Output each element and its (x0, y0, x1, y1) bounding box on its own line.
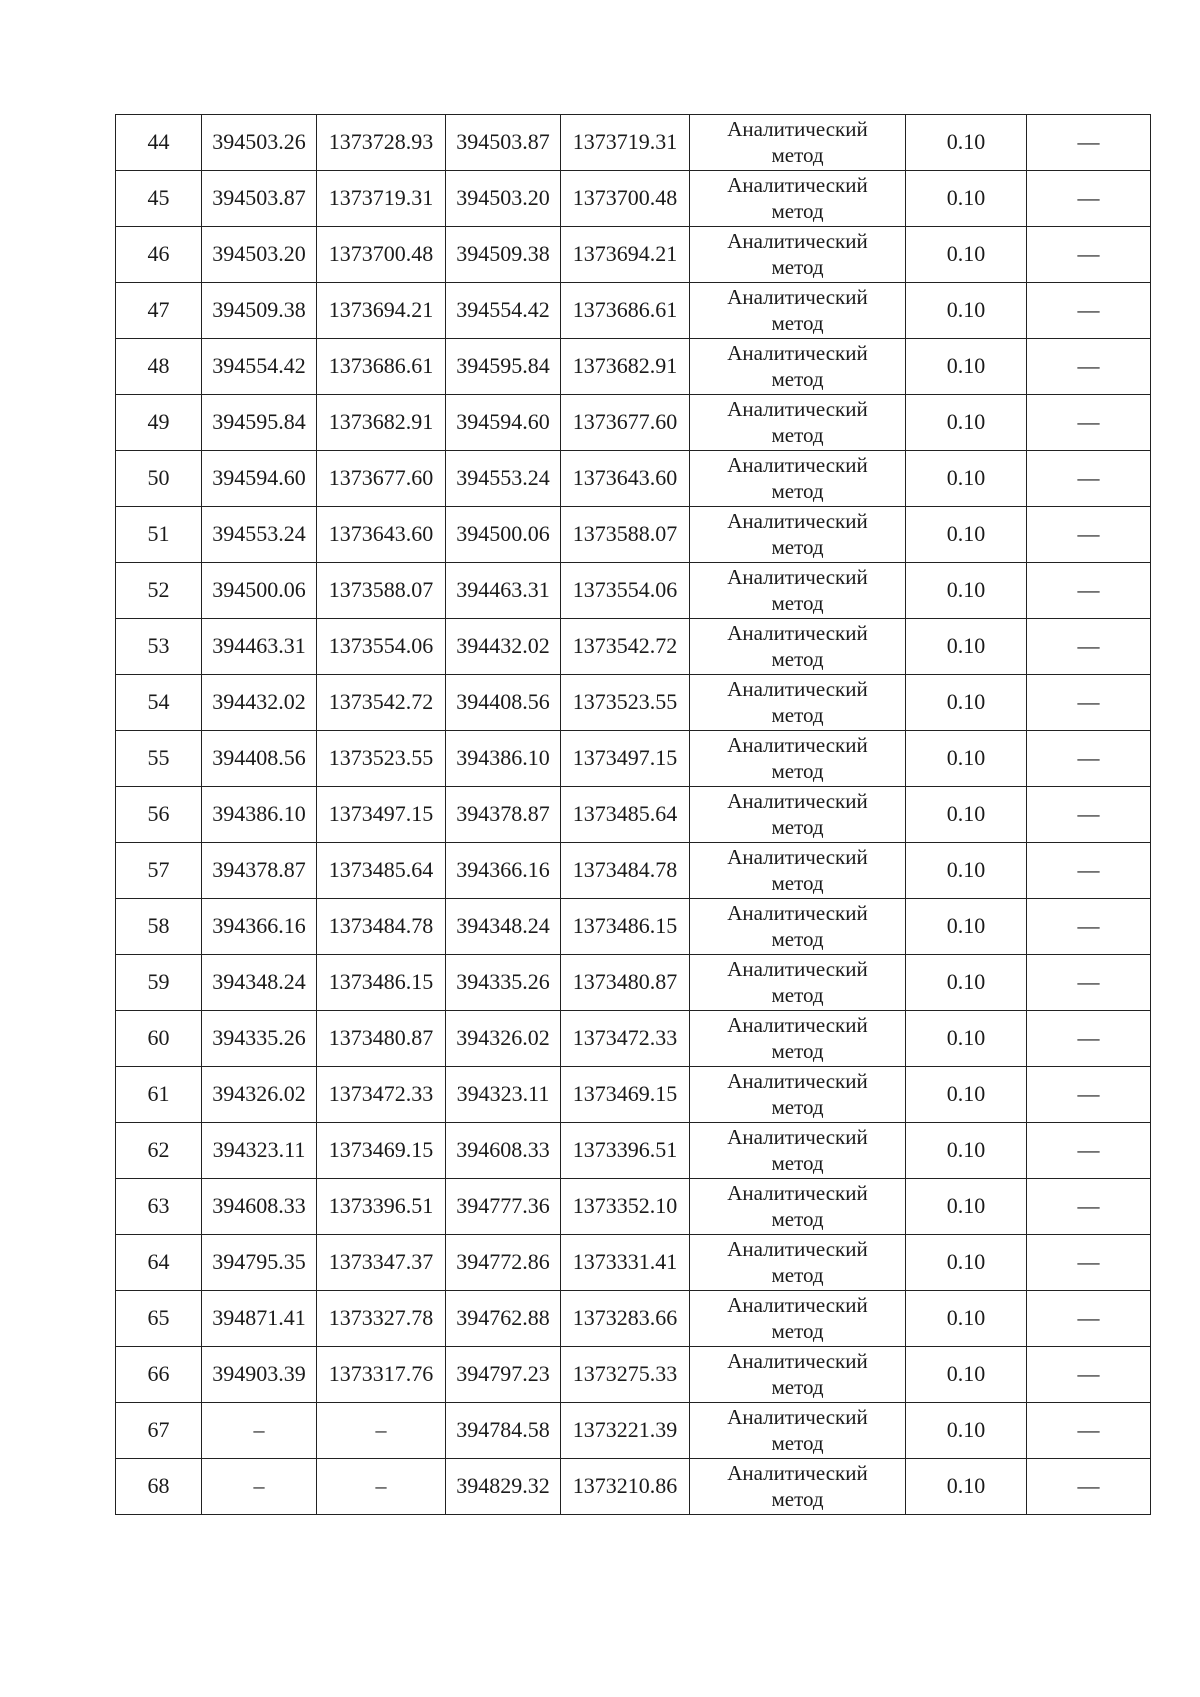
end-x-cell: 394348.24 (446, 899, 561, 955)
end-x-cell: 394386.10 (446, 731, 561, 787)
start-x-cell: 394595.84 (202, 395, 317, 451)
end-y-cell: 1373694.21 (561, 227, 690, 283)
table-row (116, 1235, 1151, 1291)
start-y-cell: 1373677.60 (317, 451, 446, 507)
method-text-line: метод (771, 422, 824, 447)
end-y-cell: 1373221.39 (561, 1403, 690, 1459)
end-y-cell: 1373396.51 (561, 1123, 690, 1179)
method-text-line: Аналитический (727, 1013, 868, 1038)
start-y-cell: 1373588.07 (317, 563, 446, 619)
end-x-cell: 394432.02 (446, 619, 561, 675)
start-x-cell: – (202, 1403, 317, 1459)
start-x-cell: 394323.11 (202, 1123, 317, 1179)
method-text-line: метод (771, 982, 824, 1007)
end-x-cell: 394326.02 (446, 1011, 561, 1067)
method-text-line: Аналитический (727, 733, 868, 758)
end-x-cell: 394323.11 (446, 1067, 561, 1123)
start-x-cell: 394608.33 (202, 1179, 317, 1235)
end-y-cell: 1373484.78 (561, 843, 690, 899)
accuracy-cell: 0.10 (906, 1403, 1027, 1459)
table-row (116, 843, 1151, 899)
note-cell: — (1027, 843, 1151, 899)
point-number-cell: 65 (116, 1291, 202, 1347)
method-text-line: Аналитический (727, 173, 868, 198)
point-number-cell: 48 (116, 339, 202, 395)
method-cell (690, 1067, 906, 1123)
table-row (116, 955, 1151, 1011)
point-number-cell: 50 (116, 451, 202, 507)
end-x-cell: 394366.16 (446, 843, 561, 899)
start-x-cell: 394503.26 (202, 115, 317, 171)
method-text-line: метод (771, 702, 824, 727)
start-y-cell: – (317, 1459, 446, 1515)
note-cell: — (1027, 115, 1151, 171)
end-x-cell: 394797.23 (446, 1347, 561, 1403)
note-cell: — (1027, 1347, 1151, 1403)
table-row (116, 563, 1151, 619)
accuracy-cell: 0.10 (906, 899, 1027, 955)
note-cell: — (1027, 171, 1151, 227)
note-cell: — (1027, 899, 1151, 955)
method-text-line: метод (771, 310, 824, 335)
table-row (116, 675, 1151, 731)
end-x-cell: 394762.88 (446, 1291, 561, 1347)
start-x-cell: 394903.39 (202, 1347, 317, 1403)
method-text-line: метод (771, 758, 824, 783)
end-x-cell: 394594.60 (446, 395, 561, 451)
start-x-cell: 394348.24 (202, 955, 317, 1011)
accuracy-cell: 0.10 (906, 1011, 1027, 1067)
accuracy-cell: 0.10 (906, 171, 1027, 227)
table-row (116, 115, 1151, 171)
end-y-cell: 1373472.33 (561, 1011, 690, 1067)
accuracy-cell: 0.10 (906, 563, 1027, 619)
table-row (116, 395, 1151, 451)
end-y-cell: 1373523.55 (561, 675, 690, 731)
point-number-cell: 61 (116, 1067, 202, 1123)
end-x-cell: 394335.26 (446, 955, 561, 1011)
end-y-cell: 1373486.15 (561, 899, 690, 955)
point-number-cell: 55 (116, 731, 202, 787)
start-x-cell: 394386.10 (202, 787, 317, 843)
table-row (116, 339, 1151, 395)
end-y-cell: 1373275.33 (561, 1347, 690, 1403)
method-text-line: Аналитический (727, 901, 868, 926)
accuracy-cell: 0.10 (906, 1067, 1027, 1123)
note-cell: — (1027, 395, 1151, 451)
method-text-line: Аналитический (727, 341, 868, 366)
end-y-cell: 1373352.10 (561, 1179, 690, 1235)
note-cell: — (1027, 731, 1151, 787)
method-cell (690, 1123, 906, 1179)
accuracy-cell: 0.10 (906, 843, 1027, 899)
end-y-cell: 1373686.61 (561, 283, 690, 339)
method-cell (690, 899, 906, 955)
accuracy-cell: 0.10 (906, 451, 1027, 507)
method-text-line: Аналитический (727, 285, 868, 310)
table-row (116, 227, 1151, 283)
table-row (116, 1123, 1151, 1179)
method-cell (690, 1347, 906, 1403)
point-number-cell: 57 (116, 843, 202, 899)
method-text-line: метод (771, 1094, 824, 1119)
method-text-line: Аналитический (727, 621, 868, 646)
method-text-line: метод (771, 814, 824, 839)
table-row (116, 1403, 1151, 1459)
table-row (116, 619, 1151, 675)
method-text-line: метод (771, 1262, 824, 1287)
method-text-line: Аналитический (727, 453, 868, 478)
note-cell: — (1027, 1235, 1151, 1291)
table-row (116, 1347, 1151, 1403)
table-row (116, 283, 1151, 339)
method-cell (690, 675, 906, 731)
start-x-cell: 394432.02 (202, 675, 317, 731)
accuracy-cell: 0.10 (906, 731, 1027, 787)
start-y-cell: 1373472.33 (317, 1067, 446, 1123)
note-cell: — (1027, 283, 1151, 339)
note-cell: — (1027, 227, 1151, 283)
point-number-cell: 49 (116, 395, 202, 451)
start-y-cell: 1373643.60 (317, 507, 446, 563)
start-y-cell: 1373728.93 (317, 115, 446, 171)
point-number-cell: 66 (116, 1347, 202, 1403)
method-cell (690, 787, 906, 843)
note-cell: — (1027, 787, 1151, 843)
method-cell (690, 1403, 906, 1459)
point-number-cell: 47 (116, 283, 202, 339)
table-row (116, 1011, 1151, 1067)
start-y-cell: 1373327.78 (317, 1291, 446, 1347)
point-number-cell: 67 (116, 1403, 202, 1459)
start-y-cell: 1373347.37 (317, 1235, 446, 1291)
start-y-cell: 1373542.72 (317, 675, 446, 731)
method-cell (690, 563, 906, 619)
method-cell (690, 843, 906, 899)
end-y-cell: 1373588.07 (561, 507, 690, 563)
method-text-line: метод (771, 1430, 824, 1455)
method-text-line: метод (771, 870, 824, 895)
method-text-line: Аналитический (727, 1125, 868, 1150)
point-number-cell: 56 (116, 787, 202, 843)
method-cell (690, 115, 906, 171)
start-x-cell: 394553.24 (202, 507, 317, 563)
start-y-cell: 1373694.21 (317, 283, 446, 339)
method-cell (690, 507, 906, 563)
table-row (116, 1179, 1151, 1235)
method-text-line: метод (771, 254, 824, 279)
note-cell: — (1027, 451, 1151, 507)
end-y-cell: 1373682.91 (561, 339, 690, 395)
start-x-cell: 394335.26 (202, 1011, 317, 1067)
start-x-cell: 394366.16 (202, 899, 317, 955)
note-cell: — (1027, 1291, 1151, 1347)
method-text-line: Аналитический (727, 229, 868, 254)
method-cell (690, 227, 906, 283)
start-y-cell: 1373469.15 (317, 1123, 446, 1179)
end-x-cell: 394595.84 (446, 339, 561, 395)
start-x-cell: 394795.35 (202, 1235, 317, 1291)
method-text-line: Аналитический (727, 565, 868, 590)
method-text-line: Аналитический (727, 1405, 868, 1430)
accuracy-cell: 0.10 (906, 1123, 1027, 1179)
method-text-line: метод (771, 926, 824, 951)
method-text-line: метод (771, 534, 824, 559)
accuracy-cell: 0.10 (906, 115, 1027, 171)
point-number-cell: 60 (116, 1011, 202, 1067)
end-y-cell: 1373485.64 (561, 787, 690, 843)
point-number-cell: 46 (116, 227, 202, 283)
method-text-line: Аналитический (727, 509, 868, 534)
start-x-cell: 394378.87 (202, 843, 317, 899)
start-x-cell: 394500.06 (202, 563, 317, 619)
point-number-cell: 58 (116, 899, 202, 955)
coordinates-table (115, 114, 1151, 1515)
table-row (116, 731, 1151, 787)
method-cell (690, 955, 906, 1011)
method-cell (690, 339, 906, 395)
point-number-cell: 52 (116, 563, 202, 619)
end-x-cell: 394553.24 (446, 451, 561, 507)
method-text-line: метод (771, 1486, 824, 1511)
end-x-cell: 394500.06 (446, 507, 561, 563)
end-x-cell: 394509.38 (446, 227, 561, 283)
method-text-line: метод (771, 142, 824, 167)
start-x-cell: 394503.20 (202, 227, 317, 283)
method-text-line: метод (771, 366, 824, 391)
note-cell: — (1027, 1011, 1151, 1067)
note-cell: — (1027, 507, 1151, 563)
accuracy-cell: 0.10 (906, 955, 1027, 1011)
method-text-line: метод (771, 198, 824, 223)
point-number-cell: 68 (116, 1459, 202, 1515)
end-y-cell: 1373283.66 (561, 1291, 690, 1347)
end-x-cell: 394378.87 (446, 787, 561, 843)
note-cell: — (1027, 619, 1151, 675)
start-y-cell: 1373317.76 (317, 1347, 446, 1403)
start-y-cell: 1373480.87 (317, 1011, 446, 1067)
method-text-line: Аналитический (727, 1181, 868, 1206)
end-x-cell: 394503.20 (446, 171, 561, 227)
end-x-cell: 394463.31 (446, 563, 561, 619)
method-text-line: Аналитический (727, 397, 868, 422)
start-y-cell: 1373554.06 (317, 619, 446, 675)
start-y-cell: 1373682.91 (317, 395, 446, 451)
method-cell (690, 395, 906, 451)
point-number-cell: 44 (116, 115, 202, 171)
accuracy-cell: 0.10 (906, 507, 1027, 563)
start-x-cell: – (202, 1459, 317, 1515)
accuracy-cell: 0.10 (906, 1235, 1027, 1291)
end-y-cell: 1373643.60 (561, 451, 690, 507)
start-x-cell: 394554.42 (202, 339, 317, 395)
table-body (116, 115, 1151, 1515)
accuracy-cell: 0.10 (906, 1347, 1027, 1403)
end-y-cell: 1373497.15 (561, 731, 690, 787)
note-cell: — (1027, 1179, 1151, 1235)
start-y-cell: 1373486.15 (317, 955, 446, 1011)
accuracy-cell: 0.10 (906, 1459, 1027, 1515)
method-text-line: метод (771, 1374, 824, 1399)
end-y-cell: 1373719.31 (561, 115, 690, 171)
method-text-line: Аналитический (727, 1349, 868, 1374)
note-cell: — (1027, 1459, 1151, 1515)
start-y-cell: 1373700.48 (317, 227, 446, 283)
method-text-line: метод (771, 1150, 824, 1175)
table-row (116, 171, 1151, 227)
method-text-line: метод (771, 1038, 824, 1063)
accuracy-cell: 0.10 (906, 787, 1027, 843)
start-x-cell: 394503.87 (202, 171, 317, 227)
point-number-cell: 53 (116, 619, 202, 675)
method-cell (690, 283, 906, 339)
method-cell (690, 451, 906, 507)
accuracy-cell: 0.10 (906, 1179, 1027, 1235)
end-x-cell: 394408.56 (446, 675, 561, 731)
accuracy-cell: 0.10 (906, 1291, 1027, 1347)
point-number-cell: 54 (116, 675, 202, 731)
note-cell: — (1027, 563, 1151, 619)
end-y-cell: 1373331.41 (561, 1235, 690, 1291)
end-y-cell: 1373677.60 (561, 395, 690, 451)
method-cell (690, 1459, 906, 1515)
start-y-cell: 1373497.15 (317, 787, 446, 843)
note-cell: — (1027, 955, 1151, 1011)
table-row (116, 899, 1151, 955)
accuracy-cell: 0.10 (906, 283, 1027, 339)
note-cell: — (1027, 1123, 1151, 1179)
point-number-cell: 51 (116, 507, 202, 563)
table-row (116, 507, 1151, 563)
start-y-cell: 1373686.61 (317, 339, 446, 395)
method-cell (690, 1235, 906, 1291)
accuracy-cell: 0.10 (906, 339, 1027, 395)
start-y-cell: 1373484.78 (317, 899, 446, 955)
note-cell: — (1027, 1403, 1151, 1459)
method-text-line: Аналитический (727, 117, 868, 142)
method-text-line: метод (771, 1318, 824, 1343)
method-text-line: Аналитический (727, 845, 868, 870)
end-x-cell: 394784.58 (446, 1403, 561, 1459)
point-number-cell: 62 (116, 1123, 202, 1179)
method-text-line: метод (771, 590, 824, 615)
start-x-cell: 394326.02 (202, 1067, 317, 1123)
end-x-cell: 394829.32 (446, 1459, 561, 1515)
method-text-line: метод (771, 1206, 824, 1231)
point-number-cell: 45 (116, 171, 202, 227)
start-y-cell: – (317, 1403, 446, 1459)
point-number-cell: 63 (116, 1179, 202, 1235)
table-row (116, 787, 1151, 843)
start-x-cell: 394594.60 (202, 451, 317, 507)
start-x-cell: 394408.56 (202, 731, 317, 787)
method-cell (690, 1179, 906, 1235)
end-y-cell: 1373542.72 (561, 619, 690, 675)
end-x-cell: 394554.42 (446, 283, 561, 339)
note-cell: — (1027, 675, 1151, 731)
start-y-cell: 1373485.64 (317, 843, 446, 899)
table-row (116, 1459, 1151, 1515)
end-x-cell: 394503.87 (446, 115, 561, 171)
point-number-cell: 59 (116, 955, 202, 1011)
accuracy-cell: 0.10 (906, 395, 1027, 451)
note-cell: — (1027, 339, 1151, 395)
method-cell (690, 619, 906, 675)
end-y-cell: 1373700.48 (561, 171, 690, 227)
start-x-cell: 394509.38 (202, 283, 317, 339)
end-x-cell: 394777.36 (446, 1179, 561, 1235)
end-y-cell: 1373554.06 (561, 563, 690, 619)
start-x-cell: 394871.41 (202, 1291, 317, 1347)
start-y-cell: 1373523.55 (317, 731, 446, 787)
method-text-line: Аналитический (727, 1237, 868, 1262)
end-y-cell: 1373210.86 (561, 1459, 690, 1515)
end-y-cell: 1373480.87 (561, 955, 690, 1011)
table-row (116, 451, 1151, 507)
table-row (116, 1067, 1151, 1123)
method-cell (690, 1011, 906, 1067)
method-text-line: метод (771, 646, 824, 671)
method-text-line: Аналитический (727, 1293, 868, 1318)
method-text-line: Аналитический (727, 789, 868, 814)
method-text-line: Аналитический (727, 957, 868, 982)
method-text-line: Аналитический (727, 677, 868, 702)
accuracy-cell: 0.10 (906, 675, 1027, 731)
accuracy-cell: 0.10 (906, 619, 1027, 675)
method-cell (690, 171, 906, 227)
start-y-cell: 1373719.31 (317, 171, 446, 227)
table-row (116, 1291, 1151, 1347)
method-text-line: Аналитический (727, 1461, 868, 1486)
method-text-line: Аналитический (727, 1069, 868, 1094)
end-x-cell: 394772.86 (446, 1235, 561, 1291)
accuracy-cell: 0.10 (906, 227, 1027, 283)
note-cell: — (1027, 1067, 1151, 1123)
start-y-cell: 1373396.51 (317, 1179, 446, 1235)
start-x-cell: 394463.31 (202, 619, 317, 675)
method-cell (690, 1291, 906, 1347)
method-cell (690, 731, 906, 787)
method-text-line: метод (771, 478, 824, 503)
point-number-cell: 64 (116, 1235, 202, 1291)
end-y-cell: 1373469.15 (561, 1067, 690, 1123)
end-x-cell: 394608.33 (446, 1123, 561, 1179)
